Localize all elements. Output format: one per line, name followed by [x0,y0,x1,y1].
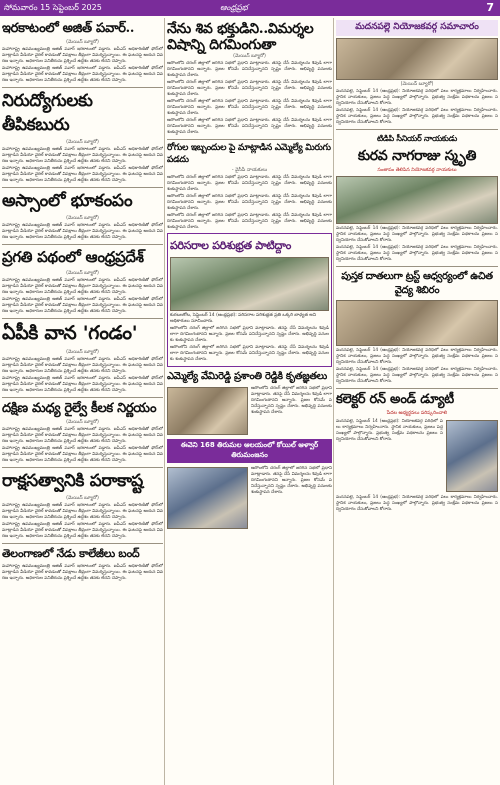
headline-collector: కలెక్టర్ రన్ అండ్ డ్యూటీ [336,392,454,407]
article-body: అసోంలోని దరంగ్ జిల్లాలో జరిగిన సభలో ప్రధాని మాట్లాడారు. తనపై చేసే విమర్శలను శివుడి లాగా దిగమింగుతానని అన్నారు. ప్రజల కోసమే పనిచేస్తున్నానని స్పష్టం చేశారు. అభివృద్ధి పనులకు శంకుస్థాపన చేశారు. [167,213,332,230]
article-body: మదనపల్లె, సెప్టెంబర్ 14 (ఆంధ్రప్రభ): నియోజకవర్గ పరిధిలో పలు కార్యక్రమాలు నిర్వహించారు. స్థానిక నాయకులు, ప్రజలు పెద్ద సంఖ్యలో పాల్గొన్నారు. ప్రభుత్వ సంక్షేమ పథకాలను ప్రజలు సద్వినియోగం చేసుకోవాలని కోరారు. [336,367,498,384]
divider [2,187,163,188]
news-photo-mla [167,387,248,435]
divider [2,244,163,245]
masthead: ఆంధ్రప్రభ [220,3,248,12]
headline-rain-threat: ఏపీకి వాన 'గండం' [2,322,138,344]
divider [2,543,163,544]
headline-unemployed: నిరుద్యోగులకు తీపికబురు [2,91,93,135]
article-body: అసోంలోని దరంగ్ జిల్లాలో జరిగిన సభలో ప్రధాని మాట్లాడారు. తనపై చేసే విమర్శలను శివుడి లాగా దిగమింగుతానని అన్నారు. ప్రజల కోసమే పనిచేస్తున్నానని స్పష్టం చేశారు. అభివృద్ధి పనులకు శంకుస్థాపన చేశారు. [167,194,332,211]
headline-nagaraju: కురవ నాగరాజు స్మృతి [357,148,477,164]
headline-cleanliness: పరిసరాల పరిశుభ్రత పాటిద్దాం [170,239,292,252]
headline-ap-progress: ప్రగతి పథంలో ఆంధ్రప్రదేశ్ [2,248,144,266]
news-photo-tirumala [167,467,248,529]
headline-mla-thanks: ఎమ్మెల్యే వేమిరెడ్డి ప్రశాంతి రెడ్డికి కృతజ్ఞతలు [167,371,327,382]
byline: (మెయిన్ బ్యూరో) [66,216,99,221]
article-body: మదనపల్లె, సెప్టెంబర్ 14 (ఆంధ్రప్రభ): నియోజకవర్గ పరిధిలో పలు కార్యక్రమాలు నిర్వహించారు. స్థానిక నాయకులు, ప్రజలు పెద్ద సంఖ్యలో పాల్గొన్నారు. ప్రభుత్వ సంక్షేమ పథకాలను ప్రజలు సద్వినియోగం చేసుకోవాలని కోరారు. [336,245,498,262]
article-body: మహారాష్ట్ర ఉపముఖ్యమంత్రి అజిత్ పవార్ ఇరకాటంలో పడ్డారు. ఐపీఎస్ అధికారిణితో ఫోన్‌లో మాట్లాడిన వీడియో వైరల్ కావడంతో విపక్షాలు తీవ్రంగా విమర్శిస్తున్నాయి. ఈ ఘటనపై ఆయన వివరణ ఇచ్చారు. అధికారుల పనితీరును ప్రశ్నించే ఉద్దేశం తనకు లేదని చెప్పారు. [2,427,163,444]
headline-tdp-leader: టిడిపి సీనియర్ నాయకుడు [377,133,457,143]
byline: (మెయిన్ బ్యూరో) [66,496,99,501]
news-photo-cleanliness [170,257,329,311]
banner-tirumala: ఈవెని 168 తిరుమల ఆలయంలో కోయిల్ ఆళ్వార్ తిరుమంజనం [167,439,332,463]
article-body: అసోంలోని దరంగ్ జిల్లాలో జరిగిన సభలో ప్రధాని మాట్లాడారు. తనపై చేసే విమర్శలను శివుడి లాగా దిగమింగుతానని అన్నారు. ప్రజల కోసమే పనిచేస్తున్నానని స్పష్టం చేశారు. అభివృద్ధి పనులకు శంకుస్థాపన చేశారు. [167,118,332,135]
article-body: మహారాష్ట్ర ఉపముఖ్యమంత్రి అజిత్ పవార్ ఇరకాటంలో పడ్డారు. ఐపీఎస్ అధికారిణితో ఫోన్‌లో మాట్లాడిన వీడియో వైరల్ కావడంతో విపక్షాలు తీవ్రంగా విమర్శిస్తున్నాయి. ఈ ఘటనపై ఆయన వివరణ ఇచ్చారు. అధికారుల పనితీరును ప్రశ్నించే ఉద్దేశం తనకు లేదని చెప్పారు. [2,297,163,314]
headline-ajit-pawar: ఇరకాటంలో అజిత్ పవార్.. [2,21,135,36]
divider [167,139,332,140]
column-right [336,18,498,785]
article-body: అసోంలోని దరంగ్ జిల్లాలో జరిగిన సభలో ప్రధాని మాట్లాడారు. తనపై చేసే విమర్శలను శివుడి లాగా దిగమింగుతానని అన్నారు. ప్రజల కోసమే పనిచేస్తున్నానని స్పష్టం చేశారు. అభివృద్ధి పనులకు శంకుస్థాపన చేశారు. [167,99,332,116]
subheadline-condolence: సంతాపం తెలిపిన నియోజకవర్గ నాయకులు [377,168,457,173]
divider [336,266,498,267]
article-body: మహారాష్ట్ర ఉపముఖ్యమంత్రి అజిత్ పవార్ ఇరకాటంలో పడ్డారు. ఐపీఎస్ అధికారిణితో ఫోన్‌లో మాట్లాడిన వీడియో వైరల్ కావడంతో విపక్షాలు తీవ్రంగా విమర్శిస్తున్నాయి. ఈ ఘటనపై ఆయన వివరణ ఇచ్చారు. అధికారుల పనితీరును ప్రశ్నించే ఉద్దేశం తనకు లేదని చెప్పారు. [2,503,163,520]
article-body: మహారాష్ట్ర ఉపముఖ్యమంత్రి అజిత్ పవార్ ఇరకాటంలో పడ్డారు. ఐపీఎస్ అధికారిణితో ఫోన్‌లో మాట్లాడిన వీడియో వైరల్ కావడంతో విపక్షాలు తీవ్రంగా విమర్శిస్తున్నాయి. ఈ ఘటనపై ఆయన వివరణ ఇచ్చారు. అధికారుల పనితీరును ప్రశ్నించే ఉద్దేశం తనకు లేదని చెప్పారు. [2,357,163,374]
byline: (మెయిన్ బ్యూరో) [66,40,99,45]
article-body: మదనపల్లె, సెప్టెంబర్ 14 (ఆంధ్రప్రభ): నియోజకవర్గ పరిధిలో పలు కార్యక్రమాలు నిర్వహించారు. స్థానిక నాయకులు, ప్రజలు పెద్ద సంఖ్యలో పాల్గొన్నారు. ప్రభుత్వ సంక్షేమ పథకాలను ప్రజలు సద్వినియోగం చేసుకోవాలని కోరారు. [336,89,498,106]
article-body: మహారాష్ట్ర ఉపముఖ్యమంత్రి అజిత్ పవార్ ఇరకాటంలో పడ్డారు. ఐపీఎస్ అధికారిణితో ఫోన్‌లో మాట్లాడిన వీడియో వైరల్ కావడంతో విపక్షాలు తీవ్రంగా విమర్శిస్తున్నాయి. ఈ ఘటనపై ఆయన వివరణ ఇచ్చారు. అధికారుల పనితీరును ప్రశ్నించే ఉద్దేశం తనకు లేదని చెప్పారు. [2,66,163,83]
headline-mla-patients: రోగుల ఇబ్బందుల పై మాట్లాడిన ఎమ్మెల్యే మిరుగు పడదు [167,143,331,165]
article-body: మదనపల్లె, సెప్టెంబర్ 14 (ఆంధ్రప్రభ): నియోజకవర్గ పరిధిలో పలు కార్యక్రమాలు నిర్వహించారు. స్థానిక నాయకులు, ప్రజలు పెద్ద సంఖ్యలో పాల్గొన్నారు. ప్రభుత్వ సంక్షేమ పథకాలను ప్రజలు సద్వినియోగం చేసుకోవాలని కోరారు. [336,348,498,365]
news-photo-medical-camp [336,300,498,346]
section-bar-madanapalle: మదనపల్లె నియోజకవర్గ సమాచారం [336,20,498,36]
article-body: మహారాష్ట్ర ఉపముఖ్యమంత్రి అజిత్ పవార్ ఇరకాటంలో పడ్డారు. ఐపీఎస్ అధికారిణితో ఫోన్‌లో మాట్లాడిన వీడియో వైరల్ కావడంతో విపక్షాలు తీవ్రంగా విమర్శిస్తున్నాయి. ఈ ఘటనపై ఆయన వివరణ ఇచ్చారు. అధికారుల పనితీరును ప్రశ్నించే ఉద్దేశం తనకు లేదని చెప్పారు. [2,147,163,164]
byline: (మెయిన్ బ్యూరో) [400,82,434,87]
article-body: మదనపల్లె, సెప్టెంబర్ 14 (ఆంధ్రప్రభ): నియోజకవర్గ పరిధిలో పలు కార్యక్రమాలు నిర్వహించారు. స్థానిక నాయకులు, ప్రజలు పెద్ద సంఖ్యలో పాల్గొన్నారు. ప్రభుత్వ సంక్షేమ పథకాలను ప్రజలు సద్వినియోగం చేసుకోవాలని కోరారు. [336,419,443,442]
column-rule [333,18,334,785]
byline: (మెయిన్ బ్యూరో) [233,54,266,59]
page-header-bar [0,0,500,16]
column-rule [164,18,165,785]
headline-brutality: రాక్షసత్వానికి పరాకాష్ట [2,471,143,491]
portrait-photo-collector [446,420,498,492]
article-body: మహారాష్ట్ర ఉపముఖ్యమంత్రి అజిత్ పవార్ ఇరకాటంలో పడ్డారు. ఐపీఎస్ అధికారిణితో ఫోన్‌లో మాట్లాడిన వీడియో వైరల్ కావడంతో విపక్షాలు తీవ్రంగా విమర్శిస్తున్నాయి. ఈ ఘటనపై ఆయన వివరణ ఇచ్చారు. అధికారుల పనితీరును ప్రశ్నించే ఉద్దేశం తనకు లేదని చెప్పారు. [2,278,163,295]
feature-box-cleanliness [167,233,332,367]
divider [2,318,163,319]
photo-caption: కురబలకోట, సెప్టెంబర్ 14 (ఆంధ్రప్రభ): పరిసరాల పరిశుభ్రత ప్రతి ఒక్కరి బాధ్యత అని అధికారులు సూచించారు. [170,313,317,324]
issue-date: సోమవారం 15 సెప్టెంబర్ 2025 [4,3,102,12]
article-body: మదనపల్లె, సెప్టెంబర్ 14 (ఆంధ్రప్రభ): నియోజకవర్గ పరిధిలో పలు కార్యక్రమాలు నిర్వహించారు. స్థానిక నాయకులు, ప్రజలు పెద్ద సంఖ్యలో పాల్గొన్నారు. ప్రభుత్వ సంక్షేమ పథకాలను ప్రజలు సద్వినియోగం చేసుకోవాలని కోరారు. [336,226,498,243]
article-body: మహారాష్ట్ర ఉపముఖ్యమంత్రి అజిత్ పవార్ ఇరకాటంలో పడ్డారు. ఐపీఎస్ అధికారిణితో ఫోన్‌లో మాట్లాడిన వీడియో వైరల్ కావడంతో విపక్షాలు తీవ్రంగా విమర్శిస్తున్నాయి. ఈ ఘటనపై ఆయన వివరణ ఇచ్చారు. అధికారుల పనితీరును ప్రశ్నించే ఉద్దేశం తనకు లేదని చెప్పారు. [2,47,163,64]
article-body: అసోంలోని దరంగ్ జిల్లాలో జరిగిన సభలో ప్రధాని మాట్లాడారు. తనపై చేసే విమర్శలను శివుడి లాగా దిగమింగుతానని అన్నారు. ప్రజల కోసమే పనిచేస్తున్నానని స్పష్టం చేశారు. అభివృద్ధి పనులకు శంకుస్థాపన చేశారు. [251,466,332,495]
divider [2,87,163,88]
headline-shiva-devotee: నేను శివ భక్తుడిని..విమర్శల విషాన్ని దిగమింగుతా [167,21,314,53]
article-body: మహారాష్ట్ర ఉపముఖ్యమంత్రి అజిత్ పవార్ ఇరకాటంలో పడ్డారు. ఐపీఎస్ అధికారిణితో ఫోన్‌లో మాట్లాడిన వీడియో వైరల్ కావడంతో విపక్షాలు తీవ్రంగా విమర్శిస్తున్నాయి. ఈ ఘటనపై ఆయన వివరణ ఇచ్చారు. అధికారుల పనితీరును ప్రశ్నించే ఉద్దేశం తనకు లేదని చెప్పారు. [2,522,163,539]
article-body: మహారాష్ట్ర ఉపముఖ్యమంత్రి అజిత్ పవార్ ఇరకాటంలో పడ్డారు. ఐపీఎస్ అధికారిణితో ఫోన్‌లో మాట్లాడిన వీడియో వైరల్ కావడంతో విపక్షాలు తీవ్రంగా విమర్శిస్తున్నాయి. ఈ ఘటనపై ఆయన వివరణ ఇచ్చారు. అధికారుల పనితీరును ప్రశ్నించే ఉద్దేశం తనకు లేదని చెప్పారు. [2,223,163,240]
divider [336,388,498,389]
article-body: అసోంలోని దరంగ్ జిల్లాలో జరిగిన సభలో ప్రధాని మాట్లాడారు. తనపై చేసే విమర్శలను శివుడి లాగా దిగమింగుతానని అన్నారు. ప్రజల కోసమే పనిచేస్తున్నానని స్పష్టం చేశారు. అభివృద్ధి పనులకు శంకుస్థాపన చేశారు. [170,326,329,343]
article-body: మహారాష్ట్ర ఉపముఖ్యమంత్రి అజిత్ పవార్ ఇరకాటంలో పడ్డారు. ఐపీఎస్ అధికారిణితో ఫోన్‌లో మాట్లాడిన వీడియో వైరల్ కావడంతో విపక్షాలు తీవ్రంగా విమర్శిస్తున్నాయి. ఈ ఘటనపై ఆయన వివరణ ఇచ్చారు. అధికారుల పనితీరును ప్రశ్నించే ఉద్దేశం తనకు లేదని చెప్పారు. [2,376,163,393]
byline: (మెయిన్ బ్యూరో) [66,350,99,355]
subheadline-collector: పేదల అభ్యర్థనలు పరిష్కరించాలి [386,411,448,416]
page-number: 7 [486,1,494,14]
byline: (మెయిన్ బ్యూరో) [66,420,99,425]
headline-medical-camp: పుస్తక దాతలుగా ట్రస్ట్ ఆధ్వర్యంలో ఉచిత వైద్య శిబిరం [341,271,493,296]
article-body: మహారాష్ట్ర ఉపముఖ్యమంత్రి అజిత్ పవార్ ఇరకాటంలో పడ్డారు. ఐపీఎస్ అధికారిణితో ఫోన్‌లో మాట్లాడిన వీడియో వైరల్ కావడంతో విపక్షాలు తీవ్రంగా విమర్శిస్తున్నాయి. ఈ ఘటనపై ఆయన వివరణ ఇచ్చారు. అధికారుల పనితీరును ప్రశ్నించే ఉద్దేశం తనకు లేదని చెప్పారు. [2,564,163,581]
headline-assam-earthquake: అస్సాంలో భూకంపం [2,191,133,211]
divider [336,129,498,130]
article-body: మహారాష్ట్ర ఉపముఖ్యమంత్రి అజిత్ పవార్ ఇరకాటంలో పడ్డారు. ఐపీఎస్ అధికారిణితో ఫోన్‌లో మాట్లాడిన వీడియో వైరల్ కావడంతో విపక్షాలు తీవ్రంగా విమర్శిస్తున్నాయి. ఈ ఘటనపై ఆయన వివరణ ఇచ్చారు. అధికారుల పనితీరును ప్రశ్నించే ఉద్దేశం తనకు లేదని చెప్పారు. [2,166,163,183]
article-body: మదనపల్లె, సెప్టెంబర్ 14 (ఆంధ్రప్రభ): నియోజకవర్గ పరిధిలో పలు కార్యక్రమాలు నిర్వహించారు. స్థానిక నాయకులు, ప్రజలు పెద్ద సంఖ్యలో పాల్గొన్నారు. ప్రభుత్వ సంక్షేమ పథకాలను ప్రజలు సద్వినియోగం చేసుకోవాలని కోరారు. [336,495,498,512]
divider [2,467,163,468]
article-body: అసోంలోని దరంగ్ జిల్లాలో జరిగిన సభలో ప్రధాని మాట్లాడారు. తనపై చేసే విమర్శలను శివుడి లాగా దిగమింగుతానని అన్నారు. ప్రజల కోసమే పనిచేస్తున్నానని స్పష్టం చేశారు. అభివృద్ధి పనులకు శంకుస్థాపన చేశారు. [167,80,332,97]
column-center [167,18,332,785]
byline: (మెయిన్ బ్యూరో) [66,140,99,145]
news-photo-tribute [336,176,498,224]
article-body: అసోంలోని దరంగ్ జిల్లాలో జరిగిన సభలో ప్రధాని మాట్లాడారు. తనపై చేసే విమర్శలను శివుడి లాగా దిగమింగుతానని అన్నారు. ప్రజల కోసమే పనిచేస్తున్నానని స్పష్టం చేశారు. అభివృద్ధి పనులకు శంకుస్థాపన చేశారు. [170,345,329,362]
article-body: అసోంలోని దరంగ్ జిల్లాలో జరిగిన సభలో ప్రధాని మాట్లాడారు. తనపై చేసే విమర్శలను శివుడి లాగా దిగమింగుతానని అన్నారు. ప్రజల కోసమే పనిచేస్తున్నానని స్పష్టం చేశారు. అభివృద్ధి పనులకు శంకుస్థాపన చేశారు. [167,175,332,192]
article-body: మహారాష్ట్ర ఉపముఖ్యమంత్రి అజిత్ పవార్ ఇరకాటంలో పడ్డారు. ఐపీఎస్ అధికారిణితో ఫోన్‌లో మాట్లాడిన వీడియో వైరల్ కావడంతో విపక్షాలు తీవ్రంగా విమర్శిస్తున్నాయి. ఈ ఘటనపై ఆయన వివరణ ఇచ్చారు. అధికారుల పనితీరును ప్రశ్నించే ఉద్దేశం తనకు లేదని చెప్పారు. [2,446,163,463]
article-body: మదనపల్లె, సెప్టెంబర్ 14 (ఆంధ్రప్రభ): నియోజకవర్గ పరిధిలో పలు కార్యక్రమాలు నిర్వహించారు. స్థానిక నాయకులు, ప్రజలు పెద్ద సంఖ్యలో పాల్గొన్నారు. ప్రభుత్వ సంక్షేమ పథకాలను ప్రజలు సద్వినియోగం చేసుకోవాలని కోరారు. [336,108,498,125]
article-body: అసోంలోని దరంగ్ జిల్లాలో జరిగిన సభలో ప్రధాని మాట్లాడారు. తనపై చేసే విమర్శలను శివుడి లాగా దిగమింగుతానని అన్నారు. ప్రజల కోసమే పనిచేస్తున్నానని స్పష్టం చేశారు. అభివృద్ధి పనులకు శంకుస్థాపన చేశారు. [251,386,332,415]
headline-railway: దక్షిణ మధ్య రైల్వే కీలక నిర్ణయం [2,401,157,416]
news-photo-top [336,38,498,80]
byline: (మెయిన్ బ్యూరో) [66,271,99,276]
headline-college-bandh: తెలంగాణలో నేడు కాలేజీలు బంద్ [2,547,140,560]
article-body: అసోంలోని దరంగ్ జిల్లాలో జరిగిన సభలో ప్రధాని మాట్లాడారు. తనపై చేసే విమర్శలను శివుడి లాగా దిగమింగుతానని అన్నారు. ప్రజల కోసమే పనిచేస్తున్నానని స్పష్టం చేశారు. అభివృద్ధి పనులకు శంకుస్థాపన చేశారు. [167,61,332,78]
column-left [2,18,163,785]
divider [2,397,163,398]
byline: - వైసీపీ నాయకులు [231,168,268,173]
